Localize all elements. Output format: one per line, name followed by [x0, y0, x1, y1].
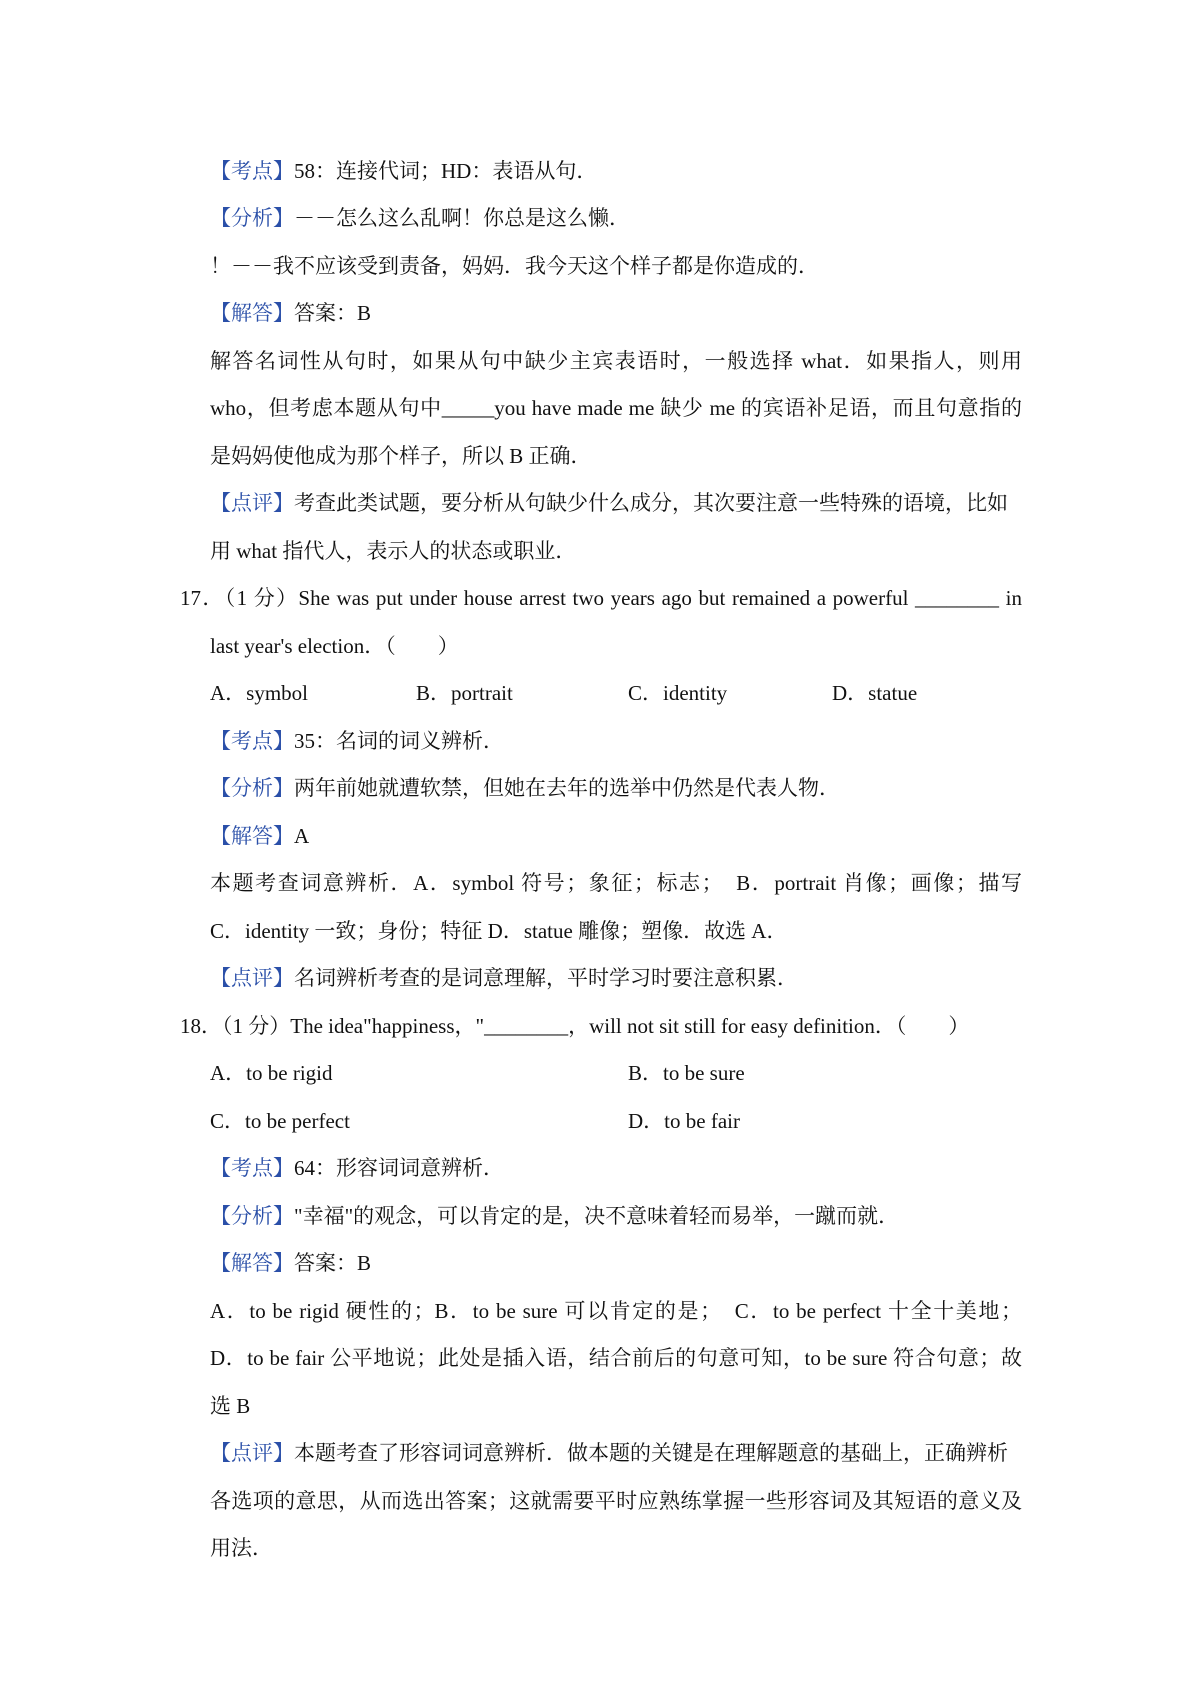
q18-jieda-line3: 选 B	[210, 1394, 251, 1418]
jieda-answer: 答案：B	[294, 1251, 372, 1275]
q17-kaodian	[210, 726, 504, 756]
kaodian-tag: 【考点】	[210, 159, 294, 183]
kaodian-tag: 【考点】	[210, 729, 294, 753]
q18-dianping-line2: 各选项的意思，从而选出答案；这就需要平时应熟练掌握一些形容词及其短语的意义及	[210, 1489, 1022, 1513]
q16-fenxi	[210, 203, 630, 233]
fenxi-text: 两年前她就遭软禁，但她在去年的选举中仍然是代表人物．	[294, 776, 840, 800]
q18-dianping	[210, 1438, 1008, 1468]
fenxi-tag: 【分析】	[210, 206, 294, 230]
jieda-tag: 【解答】	[210, 1251, 294, 1275]
q17-option-c: C．identity	[628, 681, 728, 705]
q18-jieda-line2: D．to be fair 公平地说；此处是插入语，结合前后的句意可知，to be sure 符合句意；故	[210, 1346, 1022, 1370]
q17-stem: 17．（1 分）She was put under house arrest two years ago but remained a powerful ________ in	[180, 586, 1022, 610]
q18-option-b: B．to be sure	[628, 1061, 745, 1085]
q18-fenxi	[210, 1201, 899, 1231]
q16-kaodian	[210, 156, 597, 186]
jieda-tag: 【解答】	[210, 824, 294, 848]
dianping-text: 名词辨析考查的是词意理解，平时学习时要注意积累．	[294, 966, 798, 990]
q18-jieda	[210, 1248, 371, 1278]
dianping-tag: 【点评】	[210, 1441, 294, 1465]
q16-jieda-line2: who，但考虑本题从句中_____you have made me 缺少 me 的宾语补足语，而且句意指的	[210, 396, 1022, 420]
q18-dianping-line3: 用法．	[210, 1536, 273, 1560]
q16-dianping-line2: 用 what 指代人，表示人的状态或职业．	[210, 539, 577, 563]
q17-option-a: A．symbol	[210, 681, 309, 705]
q17-jieda-line1: 本题考查词意辨析．A．symbol 符号；象征；标志； B．portrait 肖像；画像；描写	[210, 871, 1022, 895]
q17-jieda	[210, 821, 309, 851]
q16-jieda	[210, 298, 371, 328]
jieda-answer: A	[294, 824, 310, 848]
q17-dianping	[210, 963, 798, 993]
q18-jieda-line1: A．to be rigid 硬性的；B．to be sure 可以肯定的是； C．to be perfect 十全十美地；	[210, 1299, 1022, 1323]
q18-option-a: A．to be rigid	[210, 1061, 333, 1085]
q17-jieda-line2: C．identity 一致；身份；特征 D．statue 雕像；塑像．故选 A．	[210, 919, 788, 943]
fenxi-tag: 【分析】	[210, 776, 294, 800]
q18-kaodian	[210, 1153, 504, 1183]
q18-option-c: C．to be perfect	[210, 1109, 350, 1133]
q17-fenxi	[210, 773, 840, 803]
q17-option-b: B．portrait	[416, 681, 513, 705]
dianping-text: 考查此类试题，要分析从句缺少什么成分，其次要注意一些特殊的语境，比如	[294, 491, 1008, 515]
jieda-tag: 【解答】	[210, 301, 294, 325]
q17-stem-line2: last year's election．（ ）	[210, 634, 459, 658]
q16-fenxi-line2: ！－－我不应该受到责备，妈妈．我今天这个样子都是你造成的．	[210, 254, 819, 278]
fenxi-tag: 【分析】	[210, 1204, 294, 1228]
q16-jieda-line3: 是妈妈使他成为那个样子，所以 B 正确．	[210, 444, 592, 468]
kaodian-tag: 【考点】	[210, 1156, 294, 1180]
kaodian-text: 35：名词的词义辨析．	[294, 729, 504, 753]
q16-dianping	[210, 488, 1008, 518]
fenxi-text: "幸福"的观念，可以肯定的是，决不意味着轻而易举，一蹴而就．	[294, 1204, 900, 1228]
q18-option-d: D．to be fair	[628, 1109, 740, 1133]
kaodian-text: 64：形容词词意辨析．	[294, 1156, 504, 1180]
jieda-answer: 答案：B	[294, 301, 372, 325]
q17-option-d: D．statue	[832, 681, 918, 705]
kaodian-text: 58：连接代词；HD：表语从句．	[294, 159, 598, 183]
dianping-tag: 【点评】	[210, 491, 294, 515]
dianping-text: 本题考查了形容词词意辨析．做本题的关键是在理解题意的基础上，正确辨析	[294, 1441, 1008, 1465]
q16-jieda-line1: 解答名词性从句时，如果从句中缺少主宾表语时，一般选择 what．如果指人，则用	[210, 349, 1022, 373]
q18-stem: 18．（1 分）The idea"happiness，"________，will not sit still for easy definition．（ ）	[180, 1014, 970, 1038]
dianping-tag: 【点评】	[210, 966, 294, 990]
fenxi-text: －－怎么这么乱啊！你总是这么懒．	[294, 206, 630, 230]
